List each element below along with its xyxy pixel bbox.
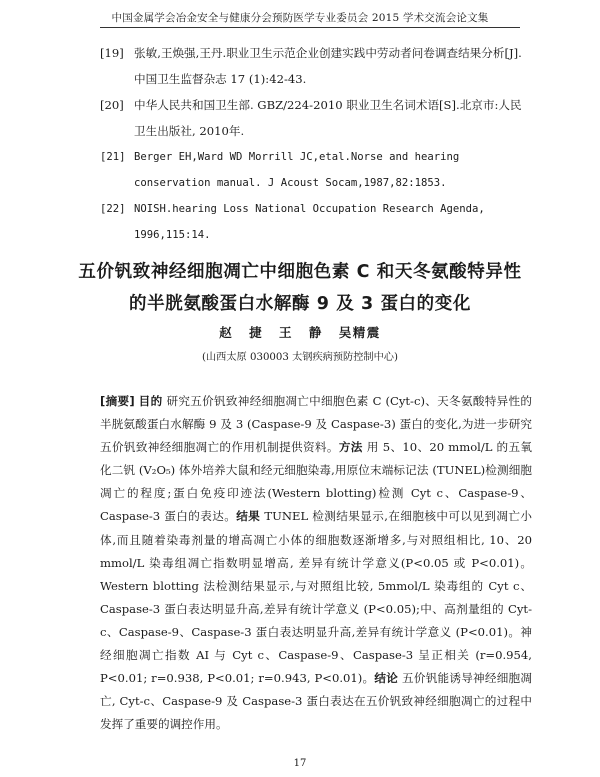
- abstract-paragraph: [100, 390, 532, 736]
- header-divider: [100, 27, 520, 28]
- reference-number: [22]: [100, 203, 126, 215]
- reference-text: Berger EH,Ward WD Morrill JC,etal.Norse and hearing conservation manual. J Acoust Socam,1987,82:1853.: [134, 151, 460, 189]
- reference-number: [20]: [100, 98, 124, 112]
- objective-text: 研究五价钒致神经细胞凋亡中细胞色素 C (Cyt-c)、天冬氨酸特异性的半胱氨酸蛋白水解酶 9 及 3 (Caspase-9 及 Caspase-3) 蛋白的变化,为进一步研究五价钒致神经细胞凋亡的作用机制提供资料。: [100, 394, 532, 455]
- author-affiliation: (山西太原 030003 太钢疾病预防控制中心): [202, 352, 398, 363]
- author-list: 赵 捷 王 静 吴精震: [219, 325, 381, 340]
- methods-text: 用 5、10、20 mmol/L 的五氧化二钒 (V₂O₅) 体外培养大鼠和经元细胞染毒,用原位末端标记法 (TUNEL)检测细胞凋亡的程度;蛋白免疫印迹法(Western blotting)检测 Cyt c、Caspase-9、Caspase-3 蛋白的表达。: [100, 440, 532, 524]
- reference-item: [100, 92, 532, 144]
- reference-text: 中华人民共和国卫生部. GBZ/224-2010 职业卫生名词术语[S].北京市:人民卫生出版社, 2010年.: [134, 98, 522, 138]
- reference-item: [100, 144, 532, 196]
- running-header: 中国金属学会冶金安全与健康分会预防医学专业委员会 2015 学术交流会论文集: [111, 12, 489, 24]
- article-title-line1: 五价钒致神经细胞凋亡中细胞色素 C 和天冬氨酸特异性: [78, 262, 522, 282]
- reference-item: [100, 196, 532, 248]
- reference-list: [100, 40, 532, 248]
- page-number: 17: [293, 758, 307, 769]
- abstract-label: [摘要]: [100, 394, 135, 408]
- methods-label: 方法: [338, 440, 363, 455]
- conclusion-label: 结论: [374, 671, 399, 686]
- reference-text: NOISH.hearing Loss National Occupation Research Agenda, 1996,115:14.: [134, 203, 485, 241]
- objective-label: 目的: [138, 394, 163, 408]
- article-title-line2: 的半胱氨酸蛋白水解酶 9 及 3 蛋白的变化: [129, 294, 471, 314]
- reference-text: 张敏,王焕强,王丹.职业卫生示范企业创建实践中劳动者问卷调查结果分析[J].中国卫生监督杂志 17 (1):42-43.: [134, 46, 522, 86]
- reference-number: [19]: [100, 46, 124, 60]
- conclusion-text: 五价钒能诱导神经细胞凋亡, Cyt-c、Caspase-9 及 Caspase-3 蛋白表达在五价钒致神经细胞凋亡的过程中发挥了重要的调控作用。: [100, 671, 532, 732]
- results-text: TUNEL 检测结果显示,在细胞核中可以见到凋亡小体,而且随着染毒剂量的增高凋亡小体的细胞数逐渐增多,与对照组相比, 10、20 mmol/L 染毒组凋亡指数明显增高, 差异有统计学意义(P<0.05 或 P<0.01)。Western blotting 法检测结果显示,与对照组比较, 5mmol/L 染毒组的 Cyt c、Caspase-3 蛋白表达明显升高,差异有统计学意义 (P<0.05);中、高剂量组的 Cyt-c、Caspase-9、Caspase-3 蛋白表达明显升高,差异有统计学意义 (P<0.01)。神经细胞凋亡指数 AI 与 Cyt c、Caspase-9、Caspase-3 呈正相关 (r=0.954, P<0.01; r=0.938, P<0.01; r=0.943, P<0.01)。: [100, 509, 532, 686]
- reference-number: [21]: [100, 151, 126, 163]
- reference-item: [100, 40, 532, 92]
- results-label: 结果: [236, 509, 261, 524]
